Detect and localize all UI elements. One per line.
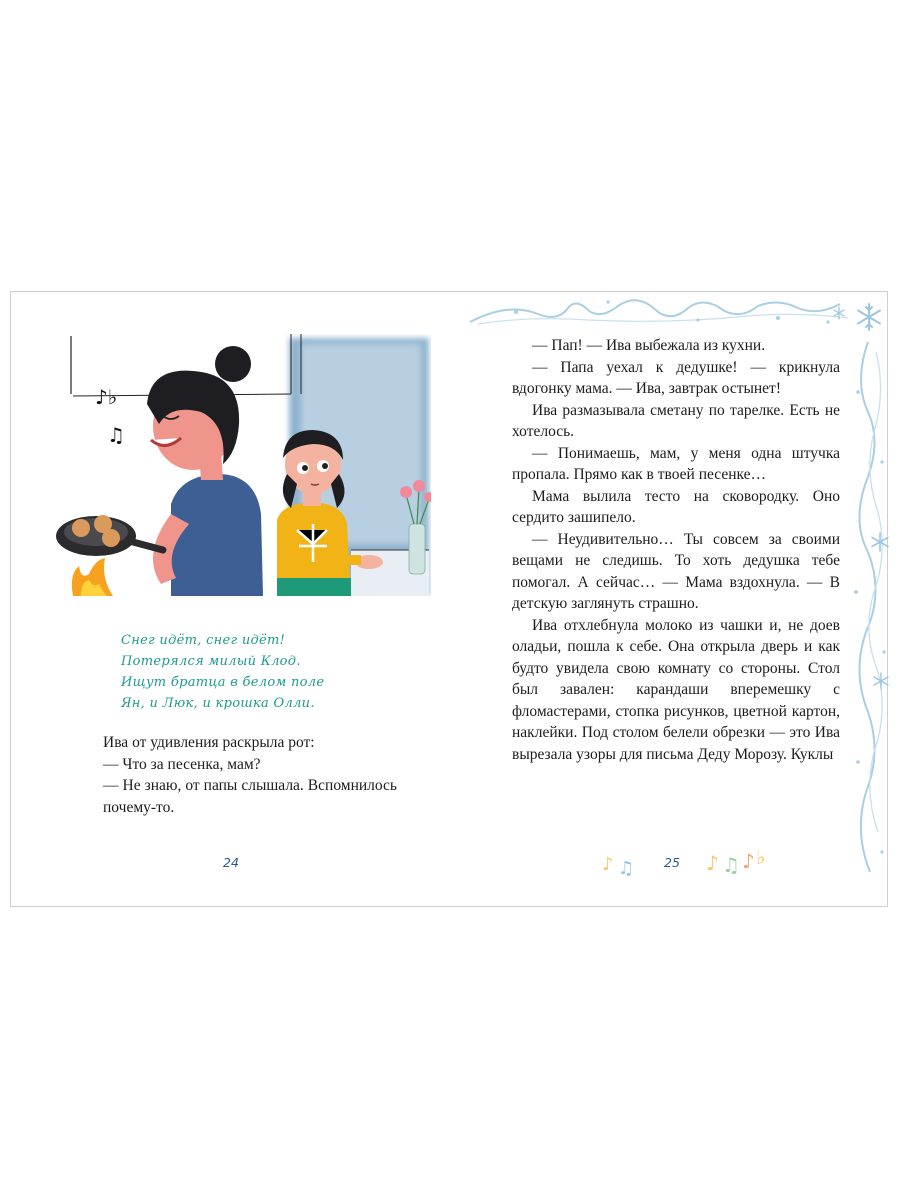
left-page-text: [103, 732, 397, 818]
paragraph: Ива отхлебнула молоко из чашки и, не доев оладьи, пошла к себе. Она открыла дверь и как будто увидела свою комнату со стороны. Стол был завален: карандаши вперемешку с фломастерами, стопка рисунков, цветной картон, наклейки. Под столом белели обрезки — это Ива вырезала узоры для письма Деду Морозу. Куклы: [512, 616, 840, 763]
snowflake-icon: [870, 532, 890, 552]
kitchen-illustration: [51, 334, 431, 596]
paragraph: — Не знаю, от папы слышала. Вспомнилось почему-то.: [103, 777, 397, 816]
left-page: [11, 292, 450, 906]
svg-text:♪: ♪: [706, 851, 719, 875]
snowflake-icon: [832, 306, 846, 320]
music-notes-right-icon: [706, 844, 774, 880]
paragraph: Ива размазывала сметану по тарелке. Есть не хотелось.: [512, 401, 840, 440]
page-number-left: 24: [223, 855, 239, 870]
svg-text:♪♭: ♪♭: [95, 385, 118, 409]
svg-text:♪: ♪: [602, 854, 614, 875]
verse-line: Снег идёт, снег идёт!: [121, 633, 286, 648]
paragraph: — Неудивительно… Ты совсем за своими вещами не следишь. То хоть дедушка тебе помогал. А сейчас… — Мама вздохнула. — В детскую заглянуть страшно.: [512, 530, 840, 612]
music-notes-left-icon: [602, 848, 650, 882]
right-page: [450, 292, 889, 906]
paragraph: — Папа уехал к дедушке! — крикнула вдогонку мама. — Ива, завтрак остынет!: [512, 358, 840, 397]
snowflake-icon: [872, 672, 890, 690]
song-verse: [121, 630, 324, 714]
svg-text:♫: ♫: [722, 853, 740, 877]
verse-line: Ян, и Люк, и крошка Олли.: [121, 696, 315, 711]
svg-text:♪: ♪: [742, 849, 755, 873]
verse-line: Потерялся милый Клод.: [121, 654, 301, 669]
frost-ornament-side: [848, 292, 890, 904]
paragraph: — Что за песенка, мам?: [103, 755, 261, 773]
paragraph: — Пап! — Ива выбежала из кухни.: [532, 337, 766, 354]
svg-text:♫: ♫: [618, 858, 635, 879]
verse-line: Ищут братца в белом поле: [121, 675, 325, 690]
page-number-right: 25: [664, 855, 680, 870]
right-page-text: [512, 335, 840, 765]
paragraph: Мама вылила тесто на сковородку. Оно сердито зашипело.: [512, 487, 840, 526]
frost-ornament-top: [468, 294, 868, 328]
paragraph: Ива от удивления раскрыла рот:: [103, 734, 315, 751]
snowflake-icon: [854, 302, 884, 332]
book-spread: [10, 291, 888, 907]
svg-text:♭: ♭: [756, 845, 766, 869]
paragraph: — Понимаешь, мам, у меня одна штучка пропала. Прямо как в твоей песенке…: [512, 444, 840, 483]
svg-text:♫: ♫: [107, 423, 125, 447]
